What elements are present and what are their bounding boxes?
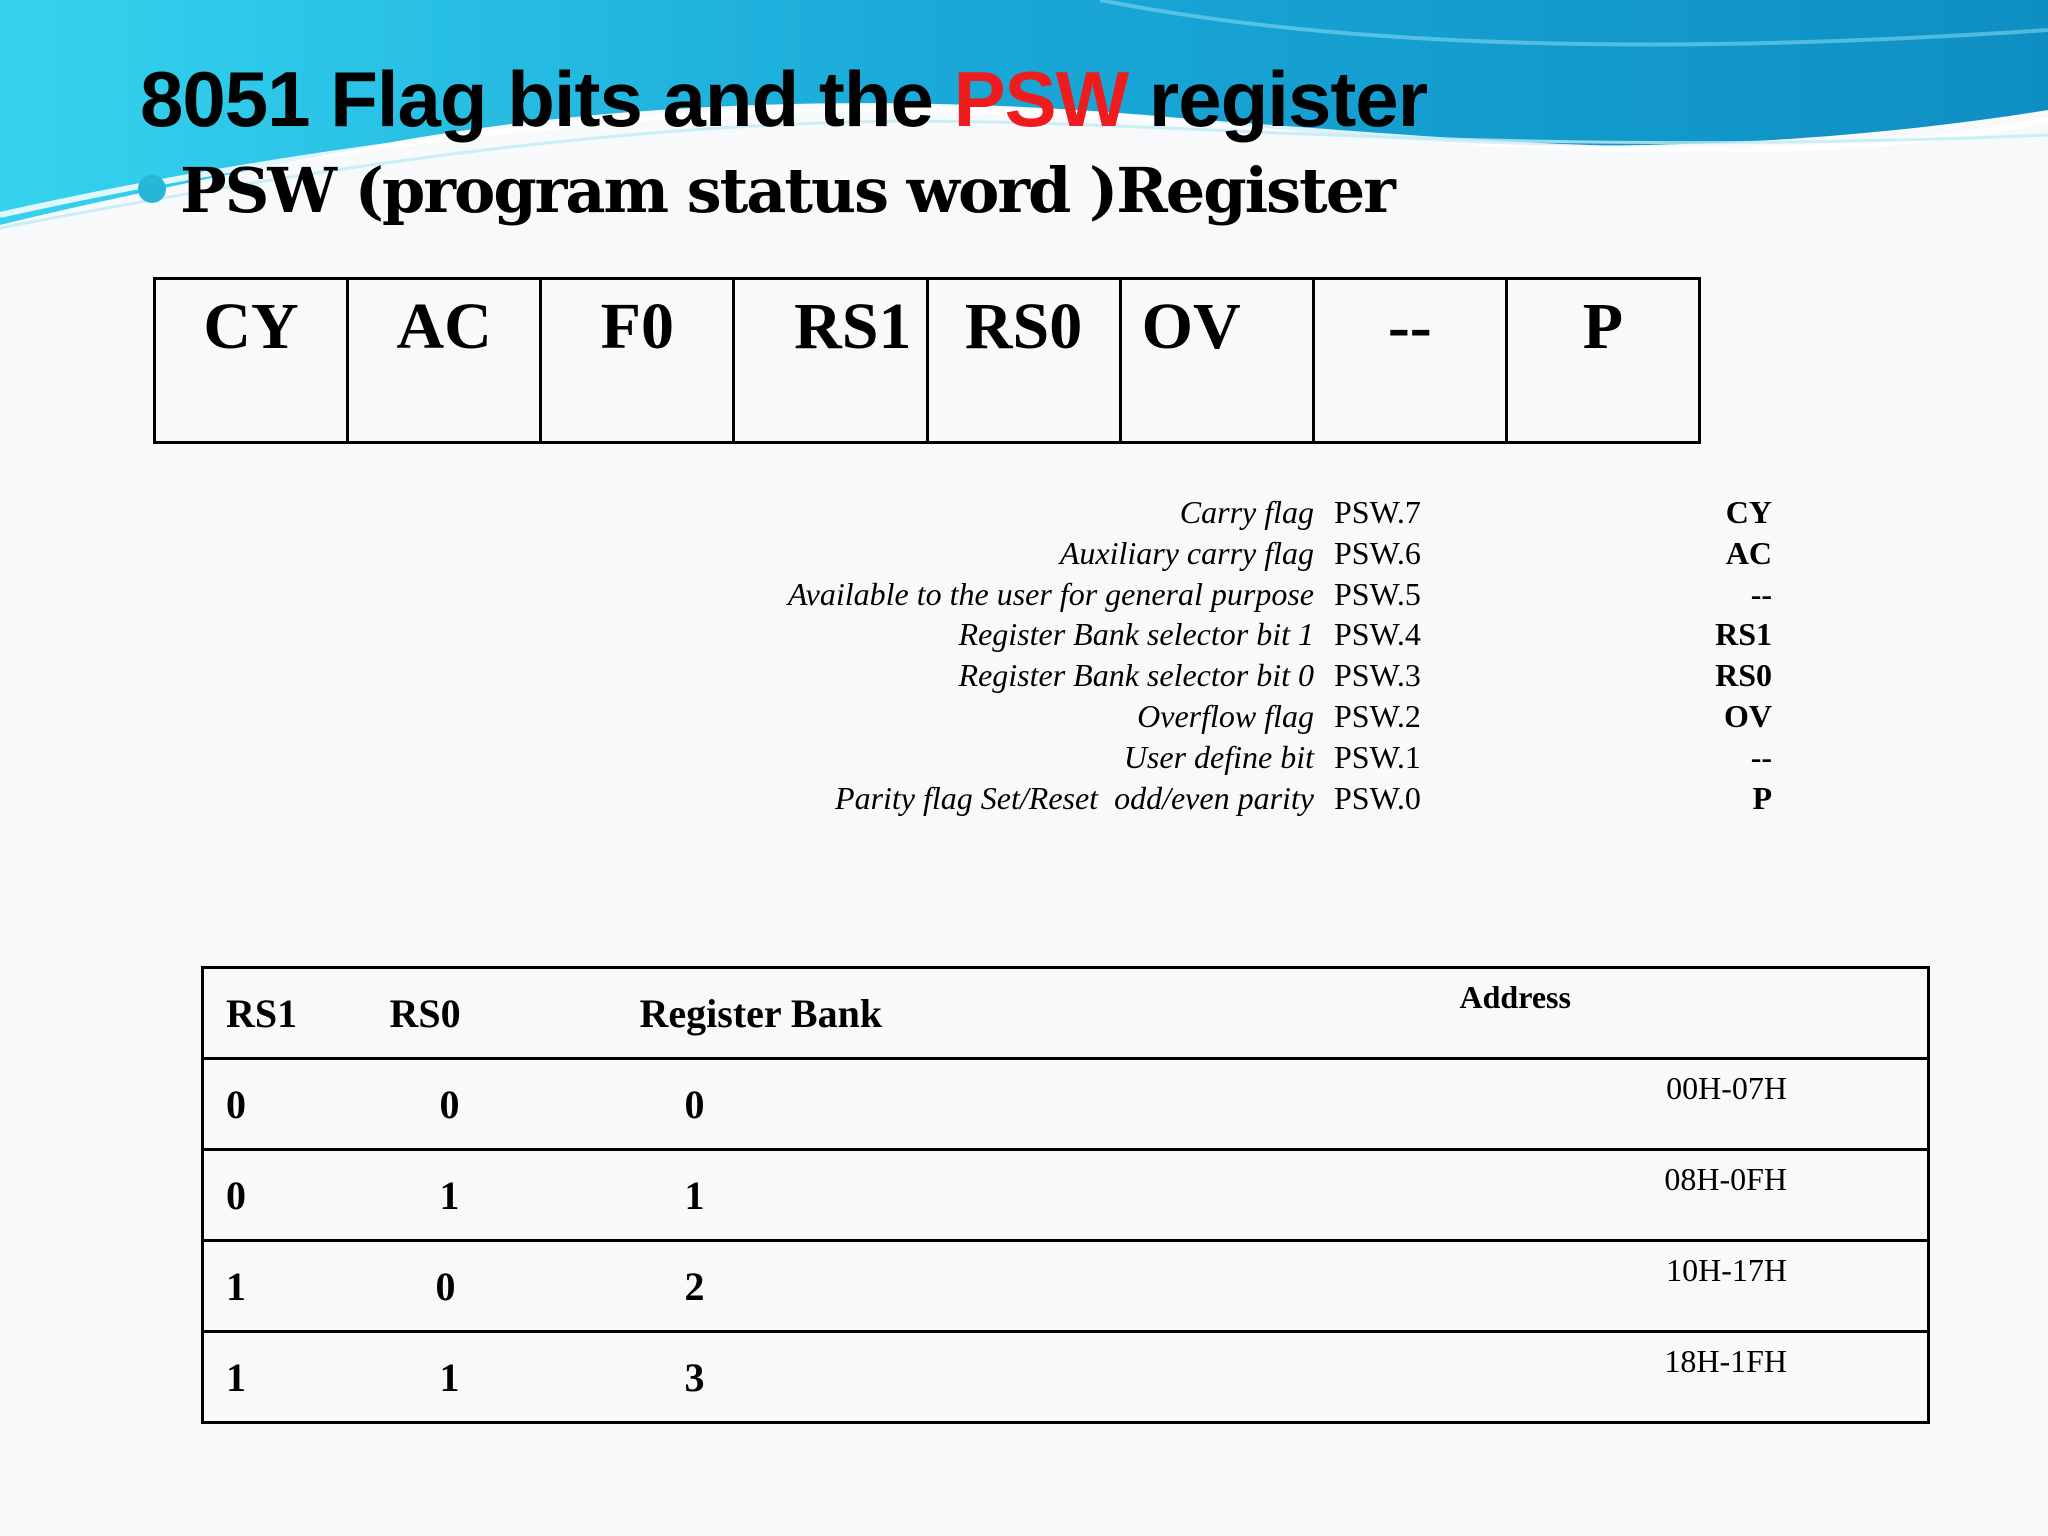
bullet-text: PSW (program status word )Register — [180, 154, 1394, 227]
header-address: Address — [1170, 968, 1929, 1059]
psw-bit-cell: CY — [155, 279, 348, 443]
psw-bit-cell: RS0 — [927, 279, 1120, 443]
header-rs0: RS0 — [390, 968, 610, 1059]
flag-row: Parity flag Set/Reset odd/even parity PSW.0 P — [835, 779, 1772, 816]
table-header-row — [203, 968, 1929, 1059]
psw-bit-cell: P — [1506, 279, 1699, 443]
table-row: 1 0 2 10H-17H — [203, 1241, 1929, 1332]
psw-bit-cell: F0 — [541, 279, 734, 443]
register-bank-table — [201, 966, 1930, 1424]
slide-title: 8051 Flag bits and the PSW register — [140, 55, 1428, 143]
bullet-dot-icon — [138, 175, 166, 203]
psw-bit-cell: AC — [348, 279, 541, 443]
header-bank: Register Bank — [610, 968, 1170, 1059]
title-accent: PSW — [953, 55, 1129, 143]
flag-row: Register Bank selector bit 0 PSW.3 RS0 — [958, 657, 1772, 694]
flag-description-list — [300, 492, 1772, 818]
bullet-item — [138, 154, 1394, 227]
table-row: 1 1 3 18H-1FH — [203, 1332, 1929, 1423]
psw-bit-cell: -- — [1313, 279, 1506, 443]
flag-row: Auxiliary carry flag PSW.6 AC — [1059, 534, 1772, 571]
flag-row: Overflow flag PSW.2 OV — [1137, 697, 1772, 734]
table-row: 0 1 1 08H-0FH — [203, 1150, 1929, 1241]
flag-row: User define bit PSW.1 -- — [1123, 738, 1772, 775]
flag-row: Carry flag PSW.7 CY — [1179, 494, 1772, 530]
flag-row: Available to the user for general purpose PSW.5 -- — [787, 575, 1772, 612]
psw-bit-cell: RS1 — [734, 279, 927, 443]
header-rs1: RS1 — [203, 968, 390, 1059]
psw-bit-table — [153, 277, 1701, 444]
flag-row: Register Bank selector bit 1 PSW.4 RS1 — [958, 616, 1772, 653]
psw-bit-cell: OV — [1120, 279, 1313, 443]
table-row: 0 0 0 00H-07H — [203, 1059, 1929, 1150]
